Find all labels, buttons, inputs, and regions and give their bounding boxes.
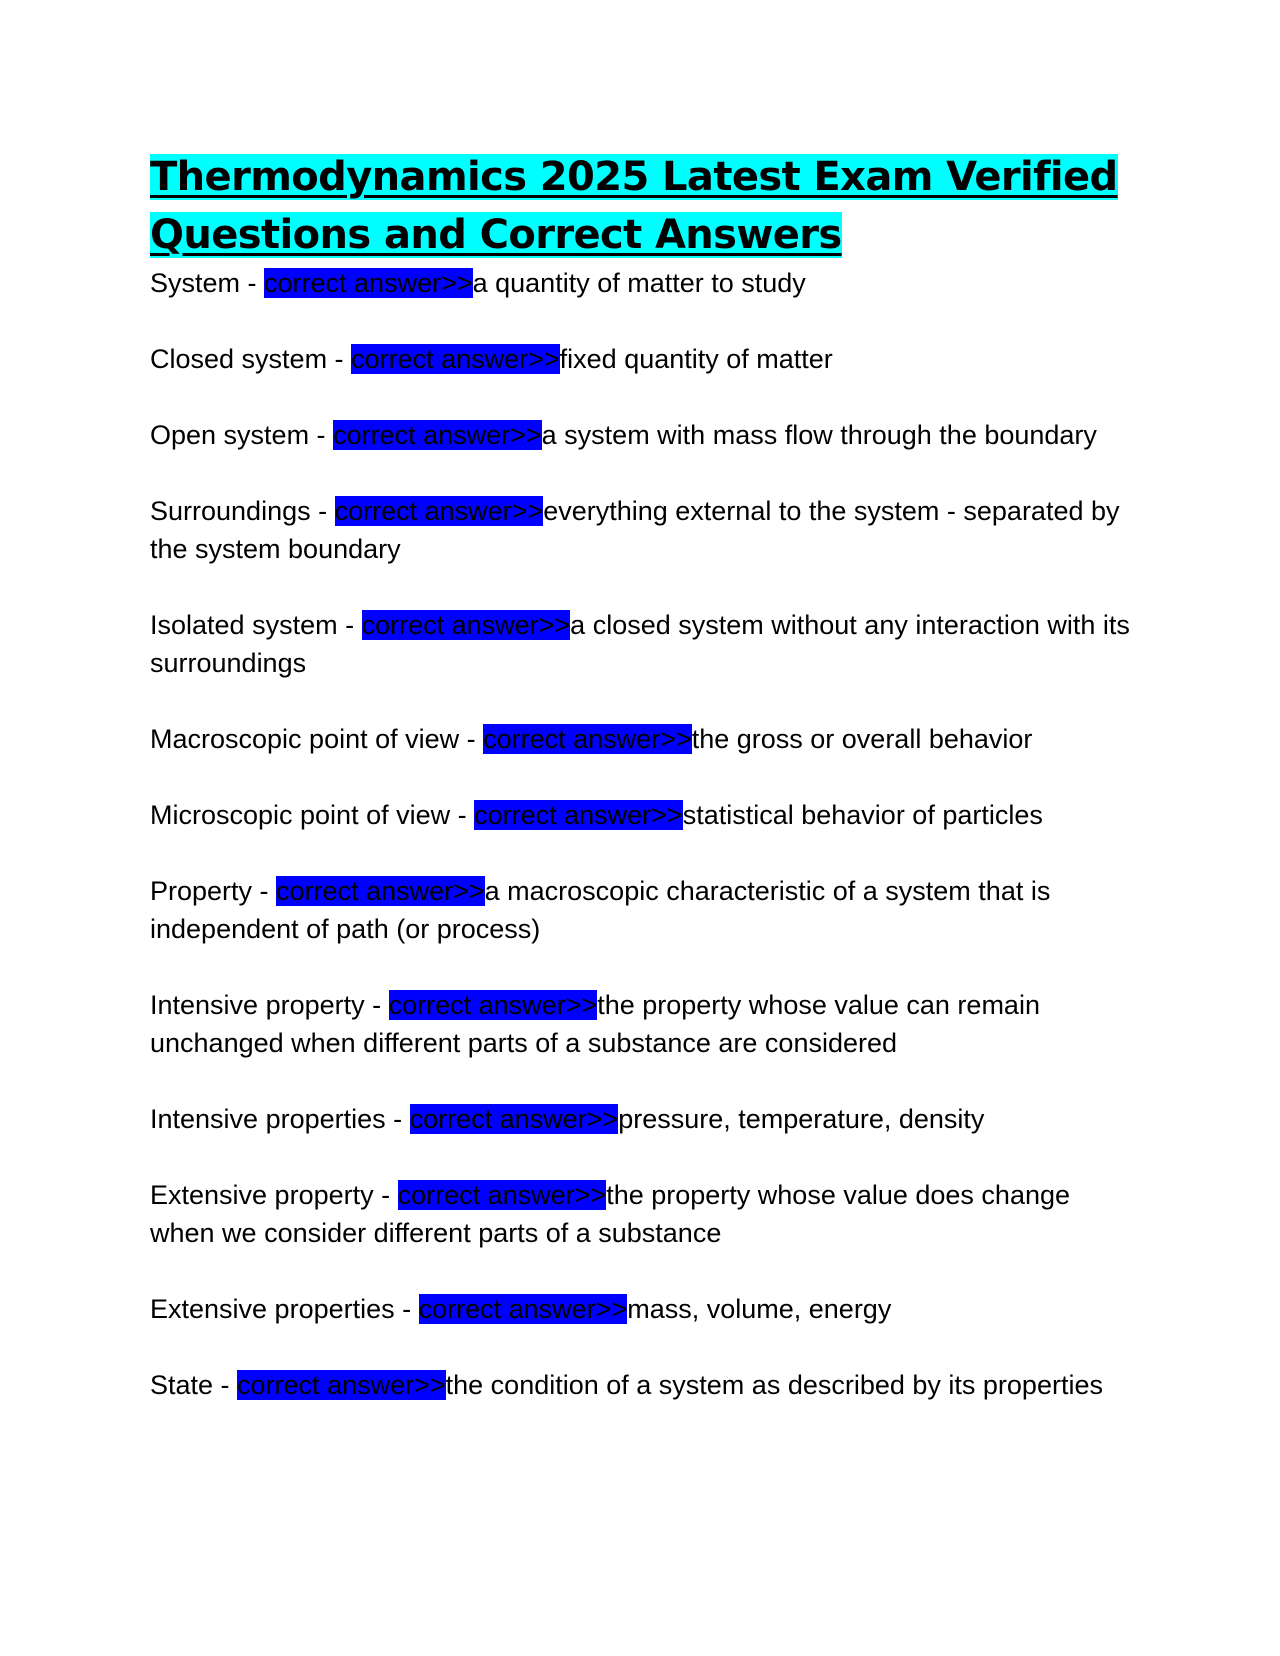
document-content [150, 148, 1130, 1442]
entry-definition: the condition of a system as described by its properties [445, 1370, 1103, 1400]
entry-definition: the gross or overall behavior [691, 724, 1033, 754]
answer-marker: correct answer>> [474, 800, 683, 830]
document-title [150, 148, 1130, 264]
answer-marker: correct answer>> [237, 1370, 446, 1400]
answer-marker: correct answer>> [388, 990, 598, 1020]
answer-marker: correct answer>> [361, 610, 571, 640]
entry-definition: a quantity of matter to study [472, 268, 806, 298]
answer-marker: correct answer>> [351, 344, 560, 374]
entry-term: Macroscopic point of view - [150, 724, 484, 754]
definition-entry [150, 1100, 1130, 1138]
entry-term: Closed system - [150, 344, 352, 374]
title-line-2: Questions and Correct Answers [150, 212, 842, 258]
definition-entry [150, 264, 1130, 302]
definition-entry [150, 872, 1130, 948]
definition-list [150, 264, 1130, 1404]
entry-term: Open system - [150, 420, 334, 450]
entry-definition: a closed system without any interaction with its surroundings [150, 610, 1130, 678]
definition-entry [150, 1290, 1130, 1328]
definition-entry [150, 340, 1130, 378]
entry-term: System - [150, 268, 265, 298]
title-line-1: Thermodynamics 2025 Latest Exam Verified [150, 154, 1118, 200]
definition-entry [150, 1176, 1130, 1252]
entry-definition: the property whose value does change when we consider different parts of a substance [150, 1180, 1071, 1248]
answer-marker: correct answer>> [334, 496, 544, 526]
entry-term: Intensive property - [150, 990, 389, 1020]
answer-marker: correct answer>> [397, 1180, 607, 1210]
answer-marker: correct answer>> [409, 1104, 619, 1134]
entry-definition: the property whose value can remain unchanged when different parts of a substance are considered [150, 990, 1040, 1058]
definition-entry [150, 492, 1130, 568]
entry-definition: mass, volume, energy [627, 1294, 892, 1324]
entry-term: Property - [150, 876, 277, 906]
definition-entry [150, 796, 1130, 834]
entry-term: Isolated system - [150, 610, 362, 640]
entry-term: Extensive properties - [150, 1294, 419, 1324]
answer-marker: correct answer>> [483, 724, 692, 754]
definition-entry [150, 1366, 1130, 1404]
entry-term: State - [150, 1370, 238, 1400]
answer-marker: correct answer>> [333, 420, 542, 450]
entry-definition: a macroscopic characteristic of a system that is independent of path (or process) [150, 876, 1051, 944]
definition-entry [150, 606, 1130, 682]
definition-entry [150, 720, 1130, 758]
definition-entry [150, 416, 1130, 454]
entry-definition: a system with mass flow through the boundary [541, 420, 1097, 450]
entry-definition: fixed quantity of matter [559, 344, 833, 374]
answer-marker: correct answer>> [418, 1294, 628, 1324]
entry-term: Microscopic point of view - [150, 800, 475, 830]
definition-entry [150, 986, 1130, 1062]
entry-definition: statistical behavior of particles [682, 800, 1043, 830]
entry-term: Intensive properties - [150, 1104, 410, 1134]
entry-term: Extensive property - [150, 1180, 398, 1210]
answer-marker: correct answer>> [264, 268, 473, 298]
entry-definition: pressure, temperature, density [618, 1104, 985, 1134]
answer-marker: correct answer>> [276, 876, 485, 906]
entry-term: Surroundings - [150, 496, 335, 526]
entry-definition: everything external to the system - separated by the system boundary [150, 496, 1120, 564]
